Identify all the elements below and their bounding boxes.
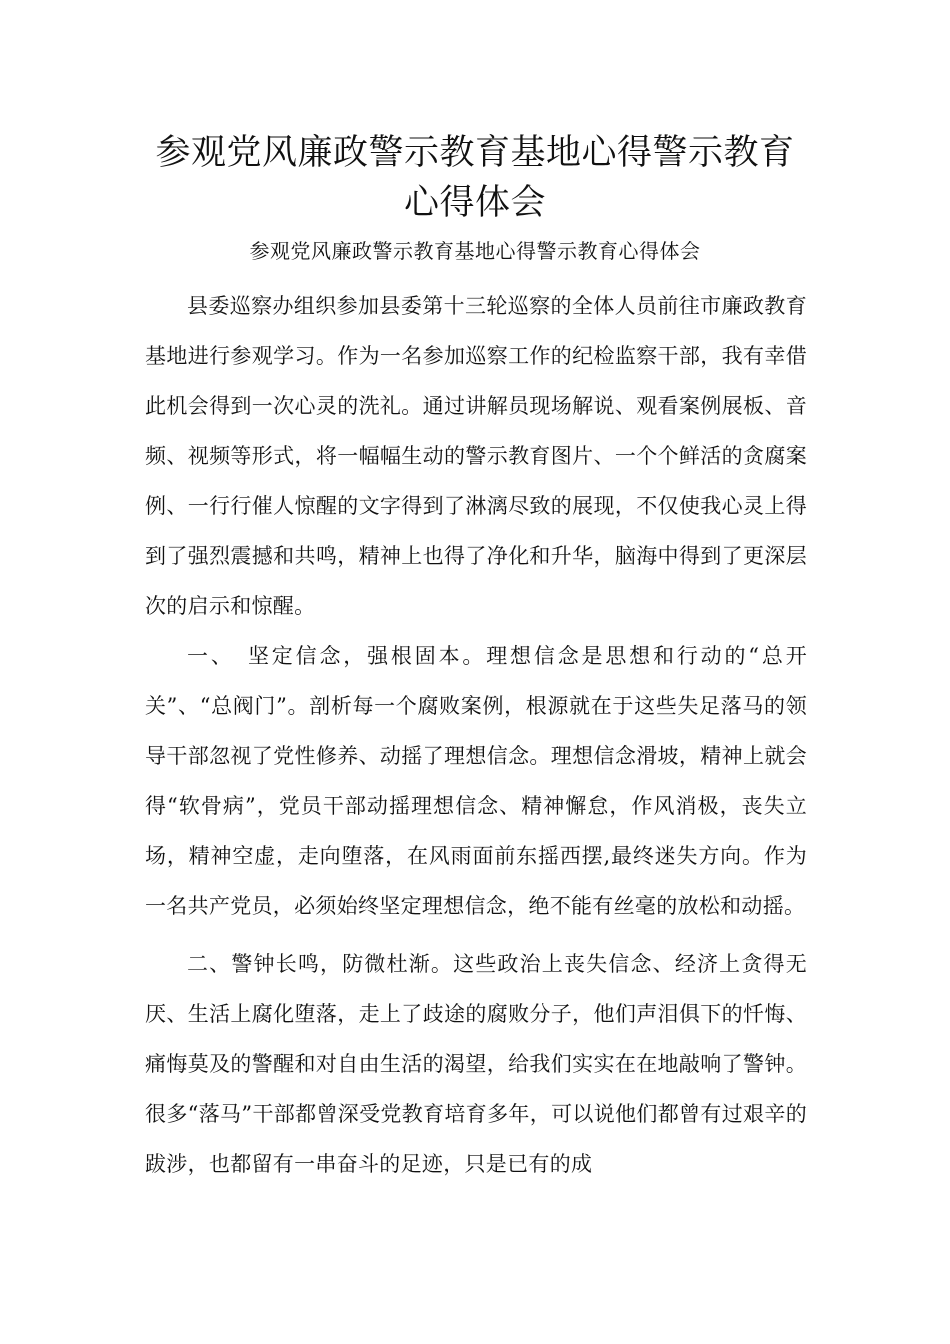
paragraph-point-one: 一、 坚定信念，强根固本。理想信念是思想和行动的“总开关”、“总阀门”。剖析每一个腐败案例，根源就在于这些失足落马的领导干部忽视了党性修养、动摇了理想信念。理想信念滑坡，精神上就会得“软骨病”，党员干部动摇理想信念、精神懈怠，作风消极，丧失立场，精神空虚，走向堕落，在风雨面前东摇西摆,最终迷失方向。作为一名共产党员，必须始终坚定理想信念，绝不能有丝毫的放松和动摇。 — [145, 644, 807, 918]
document-body — [145, 281, 807, 1189]
paragraph-intro: 县委巡察办组织参加县委第十三轮巡察的全体人员前往市廉政教育基地进行参观学习。作为一名参加巡察工作的纪检监察干部，我有幸借此机会得到一次心灵的洗礼。通过讲解员现场解说、观看案例展板、音频、视频等形式，将一幅幅生动的警示教育图片、一个个鲜活的贪腐案例、一行行催人惊醒的文字得到了淋漓尽致的展现，不仅使我心灵上得到了强烈震撼和共鸣，精神上也得了净化和升华，脑海中得到了更深层次的启示和惊醒。 — [145, 294, 807, 618]
document-title: 参观党风廉政警示教育基地心得警示教育心得体会 — [155, 133, 795, 223]
paragraph-point-two: 二、警钟长鸣，防微杜渐。这些政治上丧失信念、经济上贪得无厌、生活上腐化堕落，走上了歧途的腐败分子，他们声泪俱下的忏悔、痛悔莫及的警醒和对自由生活的渴望，给我们实实在在地敲响了警钟。很多“落马”干部都曾深受党教育培育多年，可以说他们都曾有过艰辛的跋涉，也都留有一串奋斗的足迹，只是已有的成 — [145, 952, 807, 1176]
document-subtitle: 参观党风廉政警示教育基地心得警示教育心得体会 — [249, 239, 701, 263]
